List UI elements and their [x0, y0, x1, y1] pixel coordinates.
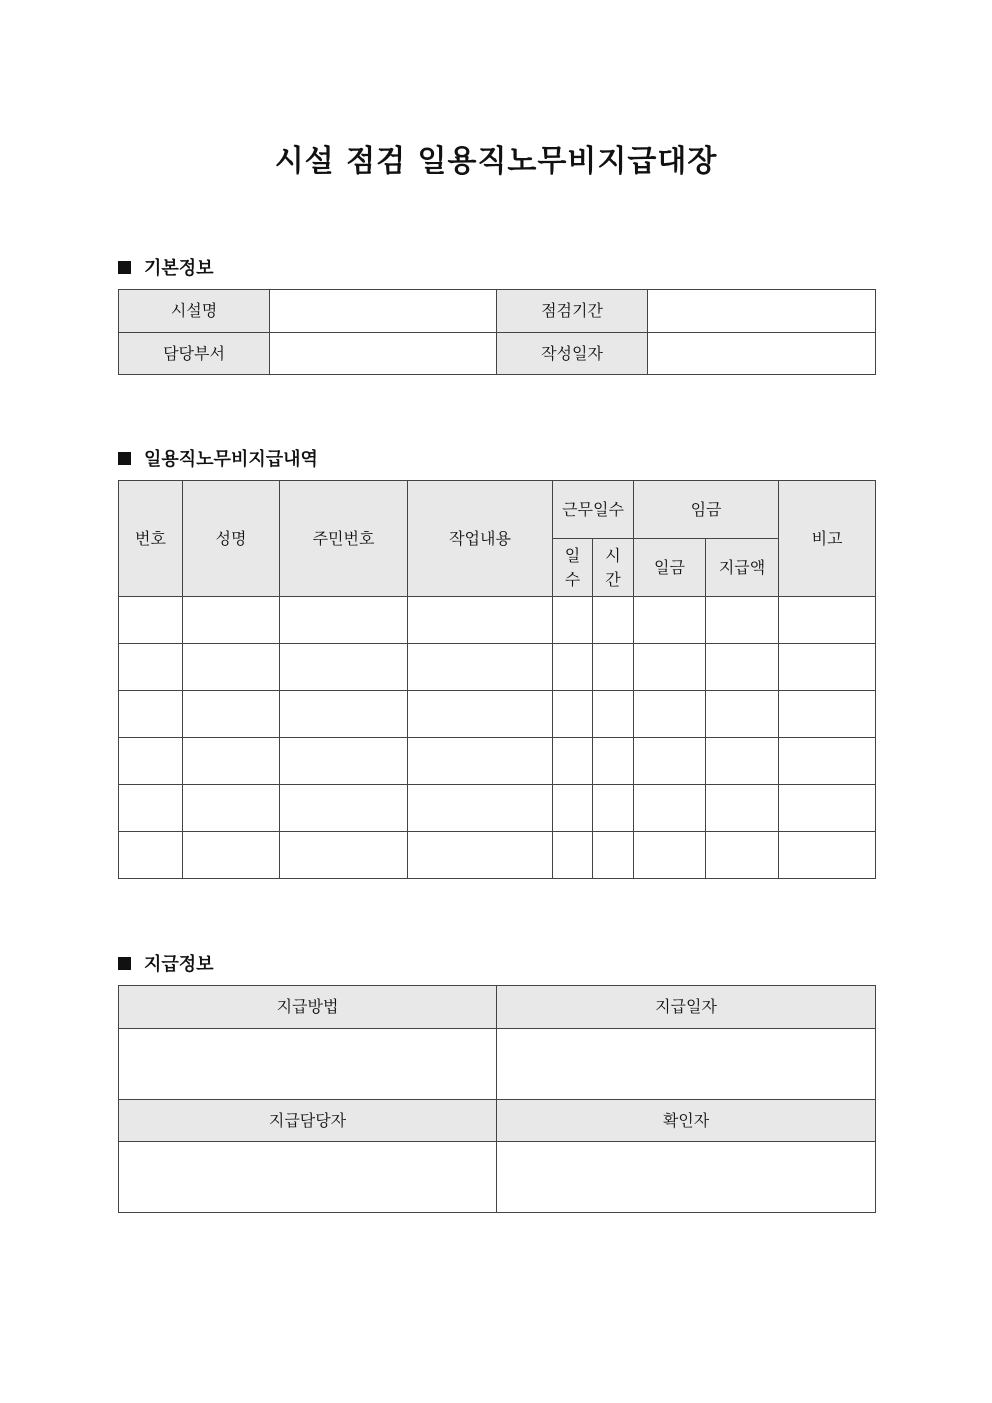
table-cell[interactable]: [183, 644, 280, 691]
facility-name-field[interactable]: [270, 290, 497, 333]
square-bullet-icon: [118, 452, 131, 465]
table-cell[interactable]: [183, 832, 280, 879]
table-cell[interactable]: [553, 597, 593, 644]
col-header-workdays: 근무일수: [553, 481, 634, 539]
col-header-work: 작업내용: [408, 481, 553, 597]
payment-date-field[interactable]: [497, 1029, 876, 1100]
table-cell[interactable]: [779, 644, 876, 691]
table-row: [119, 1142, 876, 1213]
table-cell[interactable]: [779, 832, 876, 879]
table-cell[interactable]: [183, 738, 280, 785]
col-header-note: 비고: [779, 481, 876, 597]
inspection-period-label: 점검기간: [497, 290, 648, 333]
table-cell[interactable]: [593, 597, 634, 644]
table-row: [119, 986, 876, 1029]
table-cell[interactable]: [634, 832, 706, 879]
table-cell[interactable]: [779, 691, 876, 738]
section-heading-basic: [118, 254, 214, 280]
table-row: [119, 1029, 876, 1100]
table-cell[interactable]: [553, 785, 593, 832]
col-header-id: 주민번호: [280, 481, 408, 597]
basic-info-table: [118, 289, 876, 375]
payroll-table: [118, 480, 876, 879]
table-header-row: [119, 481, 876, 539]
table-cell[interactable]: [183, 691, 280, 738]
table-cell[interactable]: [706, 738, 779, 785]
table-row: [119, 333, 876, 375]
table-row: [119, 832, 876, 879]
table-cell[interactable]: [634, 597, 706, 644]
table-cell[interactable]: [779, 785, 876, 832]
table-cell[interactable]: [593, 691, 634, 738]
department-label: 담당부서: [119, 333, 270, 375]
col-header-wage: 임금: [634, 481, 779, 539]
table-cell[interactable]: [408, 597, 553, 644]
table-cell[interactable]: [183, 597, 280, 644]
col-header-hours: 시간: [593, 539, 634, 597]
table-cell[interactable]: [706, 691, 779, 738]
table-cell[interactable]: [280, 785, 408, 832]
inspection-period-field[interactable]: [648, 290, 876, 333]
facility-name-label: 시설명: [119, 290, 270, 333]
table-row: [119, 1100, 876, 1142]
table-cell[interactable]: [280, 738, 408, 785]
table-cell[interactable]: [408, 691, 553, 738]
col-header-daily-wage: 일금: [634, 539, 706, 597]
col-header-no: 번호: [119, 481, 183, 597]
section-heading-label: 기본정보: [144, 258, 214, 279]
table-cell[interactable]: [280, 691, 408, 738]
table-cell[interactable]: [280, 597, 408, 644]
table-cell[interactable]: [706, 785, 779, 832]
square-bullet-icon: [118, 261, 131, 274]
payment-method-field[interactable]: [119, 1029, 497, 1100]
table-cell[interactable]: [119, 691, 183, 738]
table-cell[interactable]: [634, 738, 706, 785]
table-cell[interactable]: [634, 644, 706, 691]
table-cell[interactable]: [634, 785, 706, 832]
written-date-label: 작성일자: [497, 333, 648, 375]
table-cell[interactable]: [593, 738, 634, 785]
section-heading-label: 일용직노무비지급내역: [144, 449, 318, 470]
table-cell[interactable]: [183, 785, 280, 832]
col-header-name: 성명: [183, 481, 280, 597]
table-cell[interactable]: [553, 691, 593, 738]
confirmer-label: 확인자: [497, 1100, 876, 1142]
table-cell[interactable]: [119, 738, 183, 785]
square-bullet-icon: [118, 957, 131, 970]
table-cell[interactable]: [408, 785, 553, 832]
table-cell[interactable]: [593, 832, 634, 879]
table-cell[interactable]: [119, 832, 183, 879]
table-cell[interactable]: [593, 644, 634, 691]
department-field[interactable]: [270, 333, 497, 375]
table-row: [119, 290, 876, 333]
payment-manager-label: 지급담당자: [119, 1100, 497, 1142]
table-cell[interactable]: [779, 738, 876, 785]
payment-manager-field[interactable]: [119, 1142, 497, 1213]
table-cell[interactable]: [119, 597, 183, 644]
table-row: [119, 597, 876, 644]
table-cell[interactable]: [408, 738, 553, 785]
col-header-amount: 지급액: [706, 539, 779, 597]
section-heading-payment: [118, 950, 214, 976]
table-cell[interactable]: [706, 832, 779, 879]
payment-date-label: 지급일자: [497, 986, 876, 1029]
col-header-days: 일수: [553, 539, 593, 597]
confirmer-field[interactable]: [497, 1142, 876, 1213]
table-cell[interactable]: [280, 832, 408, 879]
table-row: [119, 738, 876, 785]
table-cell[interactable]: [408, 644, 553, 691]
payment-method-label: 지급방법: [119, 986, 497, 1029]
table-cell[interactable]: [553, 644, 593, 691]
table-cell[interactable]: [706, 597, 779, 644]
table-cell[interactable]: [593, 785, 634, 832]
table-cell[interactable]: [119, 644, 183, 691]
table-cell[interactable]: [634, 691, 706, 738]
section-heading-label: 지급정보: [144, 954, 214, 975]
table-row: [119, 691, 876, 738]
table-cell[interactable]: [706, 644, 779, 691]
written-date-field[interactable]: [648, 333, 876, 375]
table-row: [119, 644, 876, 691]
table-cell[interactable]: [280, 644, 408, 691]
table-row: [119, 785, 876, 832]
table-cell[interactable]: [553, 832, 593, 879]
payment-info-table: [118, 985, 876, 1213]
page-title: 시설 점검 일용직노무비지급대장: [274, 144, 718, 179]
table-cell[interactable]: [408, 832, 553, 879]
table-cell[interactable]: [119, 785, 183, 832]
table-cell[interactable]: [553, 738, 593, 785]
table-cell[interactable]: [779, 597, 876, 644]
section-heading-payroll: [118, 445, 318, 471]
